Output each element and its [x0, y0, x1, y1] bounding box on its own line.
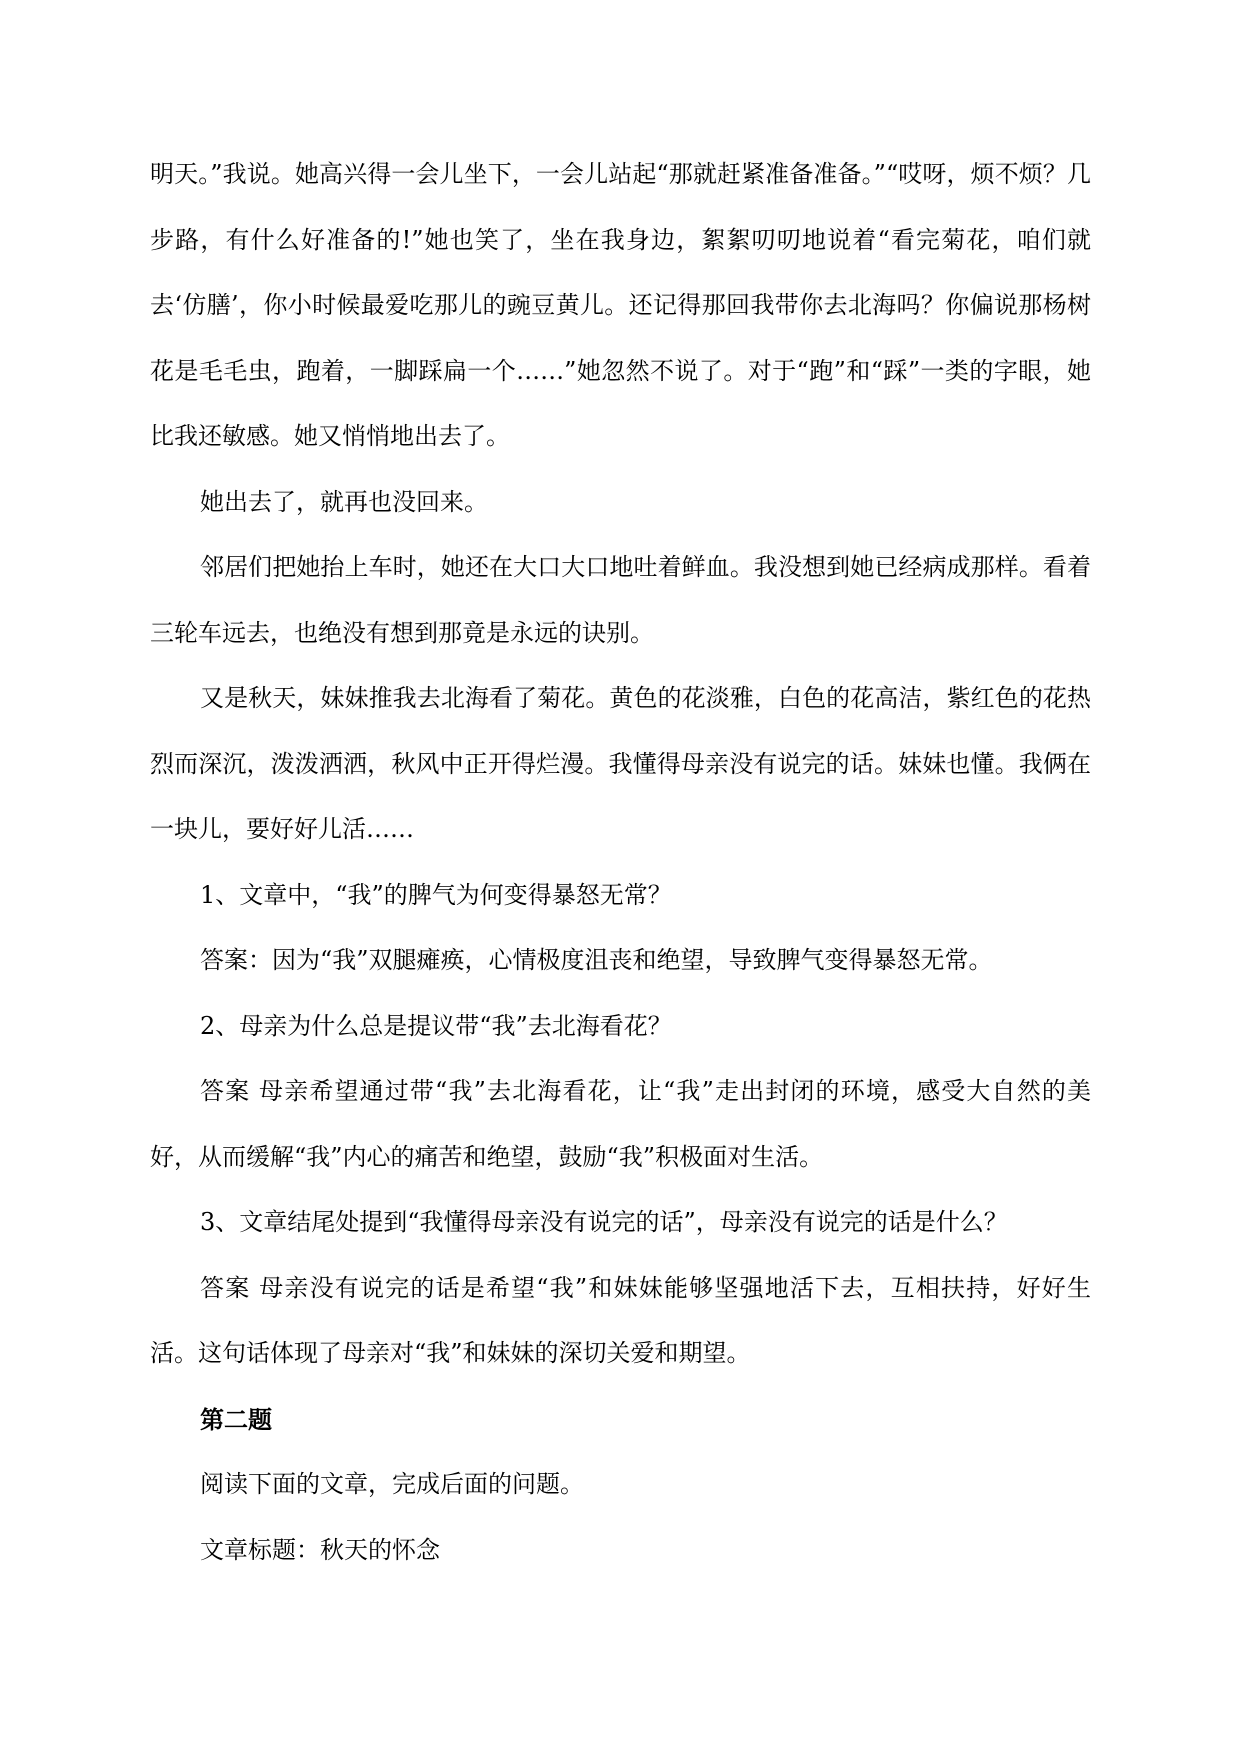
answer-3: 答案 母亲没有说完的话是希望“我”和妹妹能够坚强地活下去，互相扶持，好好生活。这句话体现了母亲对“我”和妹妹的深切关爱和期望。	[150, 1273, 1091, 1367]
answer-2: 答案 母亲希望通过带“我”去北海看花，让“我”走出封闭的环境，感受大自然的美好，从而缓解“我”内心的痛苦和绝望，鼓励“我”积极面对生活。	[150, 1077, 1091, 1171]
answer-1: 答案：因为“我”双腿瘫痪，心情极度沮丧和绝望，导致脾气变得暴怒无常。	[200, 946, 993, 974]
question-1: 1、文章中，“我”的脾气为何变得暴怒无常？	[200, 880, 672, 909]
instruction-text: 阅读下面的文章，完成后面的问题。	[200, 1470, 584, 1498]
story-paragraph: 又是秋天，妹妹推我去北海看了菊花。黄色的花淡雅，白色的花高洁，紫红色的花热烈而深沉，泼泼洒洒，秋风中正开得烂漫。我懂得母亲没有说完的话。妹妹也懂。我俩在一块儿，要好好儿活……	[150, 684, 1091, 843]
article-title-line: 文章标题：秋天的怀念	[200, 1535, 440, 1564]
document-body	[150, 142, 1091, 1583]
story-paragraph: 她出去了，就再也没回来。	[200, 487, 488, 516]
question-2: 2、母亲为什么总是提议带“我”去北海看花？	[200, 1011, 672, 1040]
question-3: 3、文章结尾处提到“我懂得母亲没有说完的话”，母亲没有说完的话是什么？	[200, 1208, 1008, 1236]
story-paragraph: 明天。”我说。她高兴得一会儿坐下，一会儿站起“那就赶紧准备准备。”“哎呀，烦不烦？几步路，有什么好准备的!”她也笑了，坐在我身边，絮絮叨叨地说着“看完菊花，咱们就去‘仿膳’，你小时候最爱吃那儿的豌豆黄儿。还记得那回我带你去北海吗？你偏说那杨树花是毛毛虫，跑着，一脚踩扁一个……”她忽然不说了。对于“跑”和“踩”一类的字眼，她比我还敏感。她又悄悄地出去了。	[150, 160, 1091, 450]
story-paragraph: 邻居们把她抬上车时，她还在大口大口地吐着鲜血。我没想到她已经病成那样。看着三轮车远去，也绝没有想到那竟是永远的诀别。	[150, 553, 1091, 647]
section-heading: 第二题	[200, 1404, 272, 1434]
